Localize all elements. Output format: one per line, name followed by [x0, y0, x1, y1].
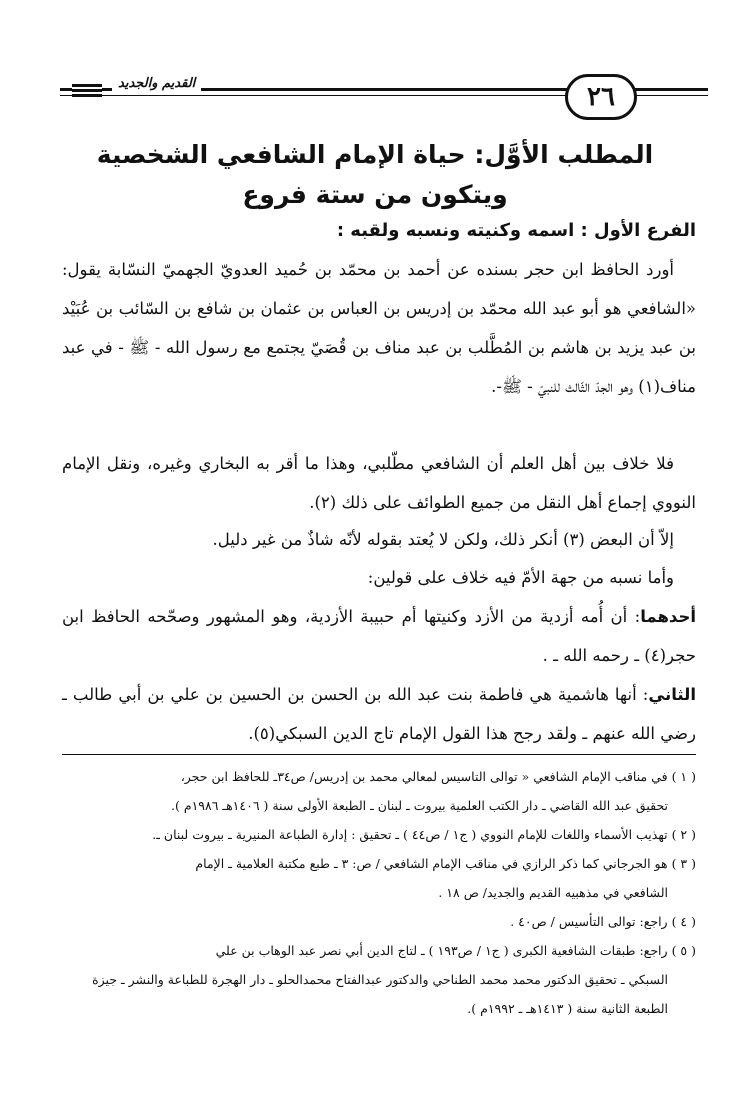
- footnote: [62, 762, 696, 820]
- header-ornament: [72, 84, 102, 98]
- running-book-title: القديم والجديد: [112, 76, 201, 91]
- footnote-number: ( ٣ ): [671, 856, 696, 871]
- footnote-text: راجع: توالى التأسيس / ص٤٠ .: [510, 914, 668, 929]
- opinion-label: أحدهما: [640, 607, 696, 626]
- paragraph-text: إلاّ أن البعض (٣) أنكر ذلك، ولكن لا يُعتد بقوله لأنّه شاذٌ من غير دليل.: [212, 530, 674, 549]
- paragraph-mother-lineage: [62, 558, 696, 597]
- footnote-continuation: تحقيق عبد الله القاضي ـ دار الكتب العلمية بيروت ـ لبنان ـ الطبعة الأولى سنة ( ١٤٠٦هـ ١٩٨٦م ).: [171, 798, 668, 813]
- footnote: [62, 820, 696, 849]
- footnote-text: تهذيب الأسماء واللغات للإمام النووي ( ج١ / ص٤٤ ) ـ تحقيق : إدارة الطباعة المنيرية ـ بيروت لبنان ـ.: [152, 827, 668, 842]
- opinion-label: الثاني: [648, 685, 696, 704]
- footnote-text: هو الجرجاني كما ذكر الرازي في مناقب الإمام الشافعي / ص: ٣ ـ طبع مكتبة العلامية ـ الإمام: [195, 856, 668, 871]
- paragraph-text: وأما نسبه من جهة الأمّ فيه خلاف على قولين:: [367, 568, 674, 587]
- paragraph-second-opinion: [62, 675, 696, 753]
- branch-heading: الفرع الأول : اسمه وكنيته ونسبه ولقبه :: [336, 220, 696, 241]
- paragraph-consensus: [62, 444, 696, 522]
- footnote-number: ( ١ ): [671, 769, 696, 784]
- opinion-text: : أن أُمه أزدية من الأزد وكنيتها أم حبيبة الأزدية، وهو المشهور وصحّحه الحافظ ابن حجر(٤) ـ رحمه الله ـ .: [62, 607, 696, 665]
- footnote-text: في مناقب الإمام الشافعي « توالى التاسيس لمعالي محمد بن إدريس/ ص٣٤ـ للحافظ ابن حجر،: [180, 769, 668, 784]
- section-title-line2: ويتكون من ستة فروع: [242, 180, 508, 209]
- footnotes: [62, 762, 696, 1023]
- paragraph-first-opinion: [62, 597, 696, 675]
- paragraph-text: [62, 597, 696, 675]
- paragraph-text: فلا خلاف بين أهل العلم أن الشافعي مطّلبي، وهذا ما أقر به البخاري وغيره، ونقل الإمام النووي إجماع أهل النقل من جميع الطوائف على ذلك (٢).: [62, 454, 696, 512]
- footnote-continuation: السبكي ـ تحقيق الدكتور محمد محمد الطناحي والدكتور عبدالفتاح محمدالحلو ـ دار الهجرة للطباعة والنشر ـ جيزة الطبعة الثانية سنة ( ١٤١٣هـ ـ ١٩٩٢م ).: [92, 972, 668, 1016]
- paragraph-lineage: [62, 250, 696, 406]
- footnote-number: ( ٥ ): [671, 943, 696, 958]
- page-header: [60, 68, 708, 118]
- paragraph-text: أورد الحافظ ابن حجر بسنده عن أحمد بن محمّد بن حُميد العدويّ الجهميّ النسّابة يقول: «الشافعي هو أبو عبد الله محمّد بن إدريس بن العباس بن عثمان بن شافع بن السّائب بن عُبَيْد بن عبد يزيد بن هاشم بن المُطَّلب بن عبد مناف بن قُصَيّ يجتمع مع رسول الله - ﷺ - في عبد مناف(١) وهو الجدّ الثّالث للنبيّ - ﷺ-.: [62, 260, 696, 396]
- page-number: ٢٦: [565, 74, 637, 120]
- paragraph-text: [62, 675, 696, 753]
- section-title-line1: المطلب الأوَّل: حياة الإمام الشافعي الشخصية: [96, 140, 654, 169]
- opinion-text: : أنها هاشمية هي فاطمة بنت عبد الله بن الحسن بن الحسين بن علي بن أبي طالب ـ رضي الله عنهم ـ ولقد رجح هذا القول الإمام تاج الدين السبكي(٥).: [62, 685, 696, 743]
- paragraph-dissent: [62, 520, 696, 559]
- footnote-number: ( ٢ ): [671, 827, 696, 842]
- footnote-number: ( ٤ ): [671, 914, 696, 929]
- footnote: [62, 936, 696, 1023]
- footnote-separator: [62, 754, 696, 755]
- footnote: [62, 907, 696, 936]
- footnote: [62, 849, 696, 907]
- footnote-continuation: الشافعي في مذهبيه القديم والجديد/ ص ١٨ .: [438, 885, 668, 900]
- footnote-text: راجع: طبقات الشافعية الكبرى ( ج١ / ص١٩٣ ) ـ لتاج الدين أبي نصر عبد الوهاب بن علي: [215, 943, 668, 958]
